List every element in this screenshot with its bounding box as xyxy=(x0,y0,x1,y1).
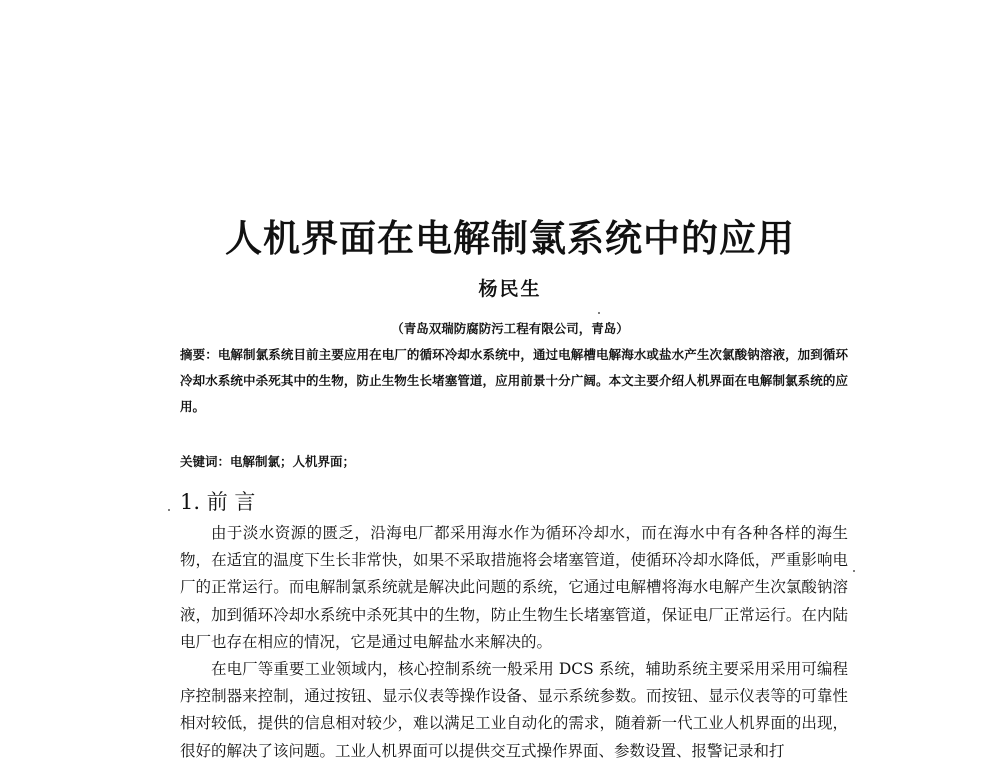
scan-speck xyxy=(853,570,855,572)
paper-title: 人机界面在电解制氯系统中的应用 xyxy=(225,217,795,260)
abstract: 摘要：电解制氯系统目前主要应用在电厂的循环冷却水系统中，通过电解槽电解海水或盐水产生次氯酸钠溶液，加到循环冷却水系统中杀死其中的生物，防止生物生长堵塞管道，应用前景十分广阔。本文主要介绍人机界面在电解制氯系统的应用。 xyxy=(180,347,848,414)
author-affiliation: （青岛双瑞防腐防污工程有限公司，青岛） xyxy=(391,321,629,336)
author-name: 杨民生 xyxy=(478,278,542,300)
section-body xyxy=(180,520,848,765)
section-heading-introduction: 1. 前 言 xyxy=(180,490,256,514)
scan-speck xyxy=(598,312,600,314)
body-paragraph-2: 在电厂等重要工业领域内，核心控制系统一般采用 DCS 系统，辅助系统主要采用采用可编程序控制器来控制，通过按钮、显示仪表等操作设备、显示系统参数。而按钮、显示仪表等的可靠性相对较低，提供的信息相对较少，难以满足工业自动化的需求，随着新一代工业人机界面的出现，很好的解决了该问题。工业人机界面可以提供交互式操作界面、参数设置、报警记录和打 xyxy=(180,660,848,760)
scan-speck xyxy=(168,509,170,511)
keywords: 关键词：电解制氯；人机界面； xyxy=(180,454,356,469)
body-paragraph-1: 由于淡水资源的匮乏，沿海电厂都采用海水作为循环冷却水，而在海水中有各种各样的海生物，在适宜的温度下生长非常快，如果不采取措施将会堵塞管道，使循环冷却水降低，严重影响电厂的正常运行。而电解制氯系统就是解决此问题的系统，它通过电解槽将海水电解产生次氯酸钠溶液，加到循环冷却水系统中杀死其中的生物，防止生物生长堵塞管道，保证电厂正常运行。在内陆电厂也存在相应的情况，它是通过电解盐水来解决的。 xyxy=(180,524,848,651)
